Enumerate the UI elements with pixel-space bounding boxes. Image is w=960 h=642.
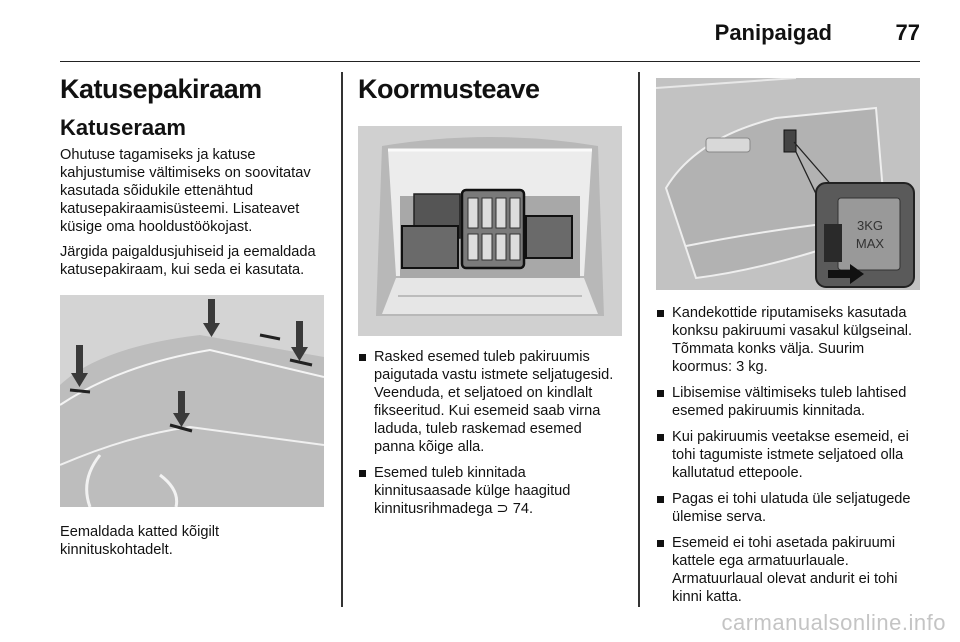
load-info-list <box>358 348 624 518</box>
subheading-roof-rail: Katuseraam <box>60 115 186 140</box>
luggage-drawing <box>358 126 622 336</box>
hook-label-weight: 3KG <box>856 218 884 233</box>
column-roof-rack <box>60 72 324 559</box>
paragraph-install: Järgida paigaldusjuhiseid ja eemaldada katusepakiraam, kui seda ei kasutata. <box>60 244 316 278</box>
list-item: Esemed tuleb kinnitada kinnitusaasade külge haagitud kinnitusrihmadega ⊃ 74. <box>358 464 624 518</box>
luggage-compartment-illustration <box>358 126 622 336</box>
roof-rails-drawing <box>60 295 324 507</box>
roof-rails-illustration <box>60 295 324 507</box>
list-item: Pagas ei tohi ulatuda üle seljatugede ülemise serva. <box>656 490 922 526</box>
hook-drawing <box>656 78 920 290</box>
figure-caption: Eemaldada katted kõigilt kinnituskohtadelt. <box>60 524 220 558</box>
column-divider-2 <box>638 72 640 607</box>
page-header <box>60 18 920 62</box>
bag-hook-illustration <box>656 78 920 290</box>
column-hook-info <box>656 72 922 614</box>
page-number: 77 <box>895 20 920 45</box>
column-load-info <box>358 72 624 526</box>
heading-load-info: Koormusteave <box>358 74 540 104</box>
hook-info-list <box>656 304 922 606</box>
list-item: Kui pakiruumis veetakse esemeid, ei tohi tagumiste istmete seljatoed olla kallutatud ettepoole. <box>656 428 922 482</box>
list-item: Kandekottide riputamiseks kasutada konksu pakiruumi vasakul külgseinal. Tõmmata konks välja. Suurim koormus: 3 kg. <box>656 304 922 376</box>
hook-label-max: MAX <box>855 236 885 251</box>
paragraph-safety: Ohutuse tagamiseks ja katuse kahjustumise vältimiseks on soovitatav kasutada sõidukile ettenähtud katusepakiraamisüsteemi. Lisateavet küsige oma hooldustöökojast. <box>60 147 311 235</box>
section-title: Panipaigad <box>714 20 832 45</box>
column-divider-1 <box>341 72 343 607</box>
heading-roof-rack: Katusepakiraam <box>60 74 262 104</box>
list-item: Rasked esemed tuleb pakiruumis paigutada vastu istmete seljatugesid. Veenduda, et seljatoed on kindlalt fikseeritud. Kui esemeid saab virna laduda, tuleb raskemad esemed panna kõige alla. <box>358 348 624 456</box>
watermark: carmanualsonline.info <box>721 610 946 635</box>
list-item: Esemeid ei tohi asetada pakiruumi kattele ega armatuurlauale. Armatuurlaual olevat andurit ei tohi kinni katta. <box>656 534 922 606</box>
list-item: Libisemise vältimiseks tuleb lahtised esemed pakiruumis kinnitada. <box>656 384 922 420</box>
